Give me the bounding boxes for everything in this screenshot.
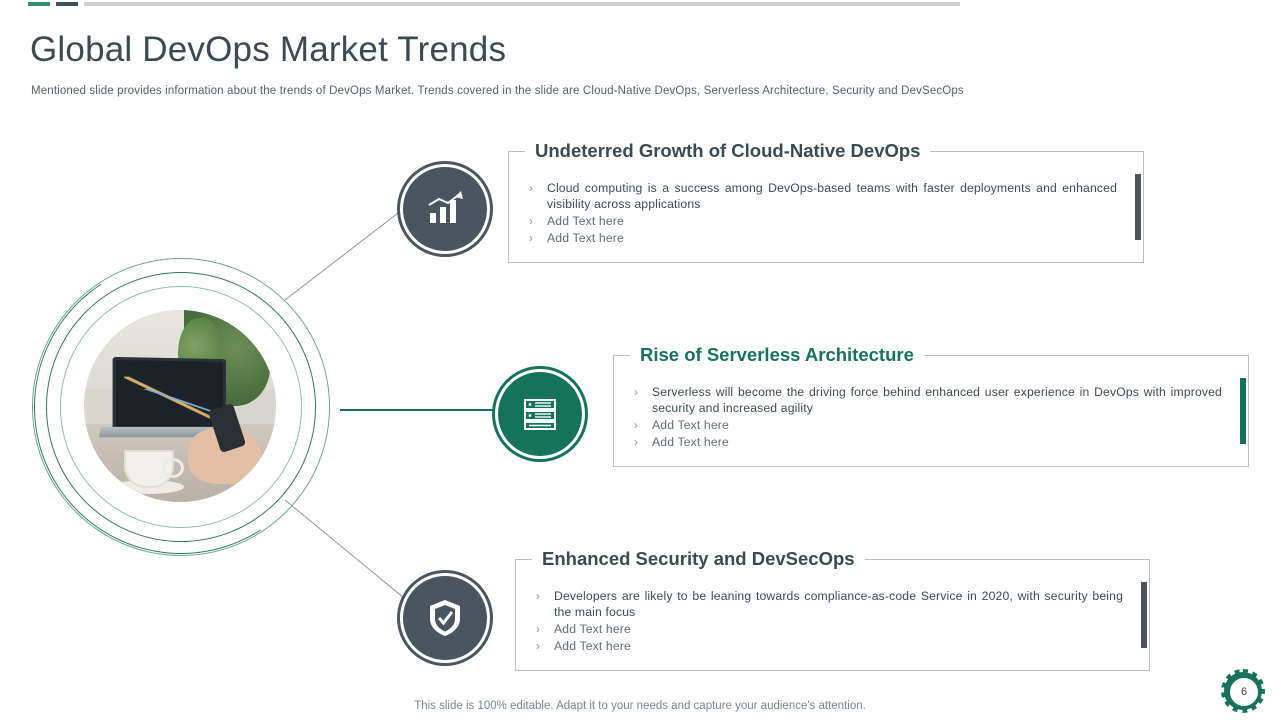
card-bullets <box>634 384 1222 451</box>
decorative-visual <box>32 240 332 575</box>
list-item <box>536 588 1123 620</box>
chevron-right-icon: › <box>634 418 638 432</box>
card-title-cloud-native-devops: Undeterred Growth of Cloud-Native DevOps <box>525 140 930 162</box>
bullet-text: Serverless will become the driving force behind enhanced user experience in DevOps with improved security and increased agility <box>652 385 1222 415</box>
bullet-text[interactable]: Add Text here <box>554 622 631 636</box>
chevron-right-icon: › <box>529 214 533 228</box>
list-item <box>536 621 1123 637</box>
chevron-right-icon: › <box>529 231 533 245</box>
list-item <box>529 213 1117 229</box>
chevron-right-icon: › <box>536 622 540 636</box>
accent-segment-dark <box>56 2 78 6</box>
chevron-right-icon: › <box>634 435 638 449</box>
list-item <box>634 417 1222 433</box>
server-rack-icon <box>495 369 585 459</box>
bullet-text[interactable]: Add Text here <box>554 639 631 653</box>
chevron-right-icon: › <box>634 385 638 399</box>
accent-segment-gray <box>84 2 960 6</box>
card-bullets <box>536 588 1123 655</box>
chevron-right-icon: › <box>536 639 540 653</box>
page-number-badge <box>1224 672 1262 710</box>
card-accent-bar <box>1240 378 1246 444</box>
card-title-serverless-architecture: Rise of Serverless Architecture <box>630 344 924 366</box>
list-item <box>634 384 1222 416</box>
chevron-right-icon: › <box>529 181 533 195</box>
page-subtitle: Mentioned slide provides information about the trends of DevOps Market. Trends covered in the slide are Cloud-Native DevOps, Serverless Architecture, Security and DevSecOps <box>31 85 964 97</box>
accent-segment-green <box>28 2 50 6</box>
top-decorative-bar <box>0 0 1280 8</box>
chevron-right-icon: › <box>536 589 540 603</box>
card-title-enhanced-security: Enhanced Security and DevSecOps <box>532 548 865 570</box>
card-accent-bar <box>1135 174 1141 240</box>
bar-chart-icon <box>400 164 490 254</box>
list-item <box>634 434 1222 450</box>
list-item <box>529 230 1117 246</box>
page-number: 6 <box>1229 677 1259 707</box>
card-bullets <box>529 180 1117 247</box>
card-cloud-native-devops <box>508 151 1144 263</box>
list-item <box>529 180 1117 212</box>
bullet-text[interactable]: Add Text here <box>547 214 624 228</box>
bullet-text: Cloud computing is a success among DevOps-based teams with faster deployments and enhanced visibility across applications <box>547 181 1117 211</box>
shield-check-icon <box>400 573 490 663</box>
bullet-text[interactable]: Add Text here <box>652 418 729 432</box>
card-enhanced-security <box>515 559 1150 671</box>
list-item <box>536 638 1123 654</box>
person-using-laptop-photo <box>84 310 276 502</box>
card-accent-bar <box>1141 582 1147 648</box>
page-title: Global DevOps Market Trends <box>30 30 507 69</box>
footer-note: This slide is 100% editable. Adapt it to your needs and capture your audience's attention. <box>414 700 866 712</box>
card-serverless-architecture <box>613 355 1249 467</box>
bullet-text[interactable]: Add Text here <box>547 231 624 245</box>
bullet-text: Developers are likely to be leaning towards compliance-as-code Service in 2020, with security being the main focus <box>554 589 1123 619</box>
bullet-text[interactable]: Add Text here <box>652 435 729 449</box>
